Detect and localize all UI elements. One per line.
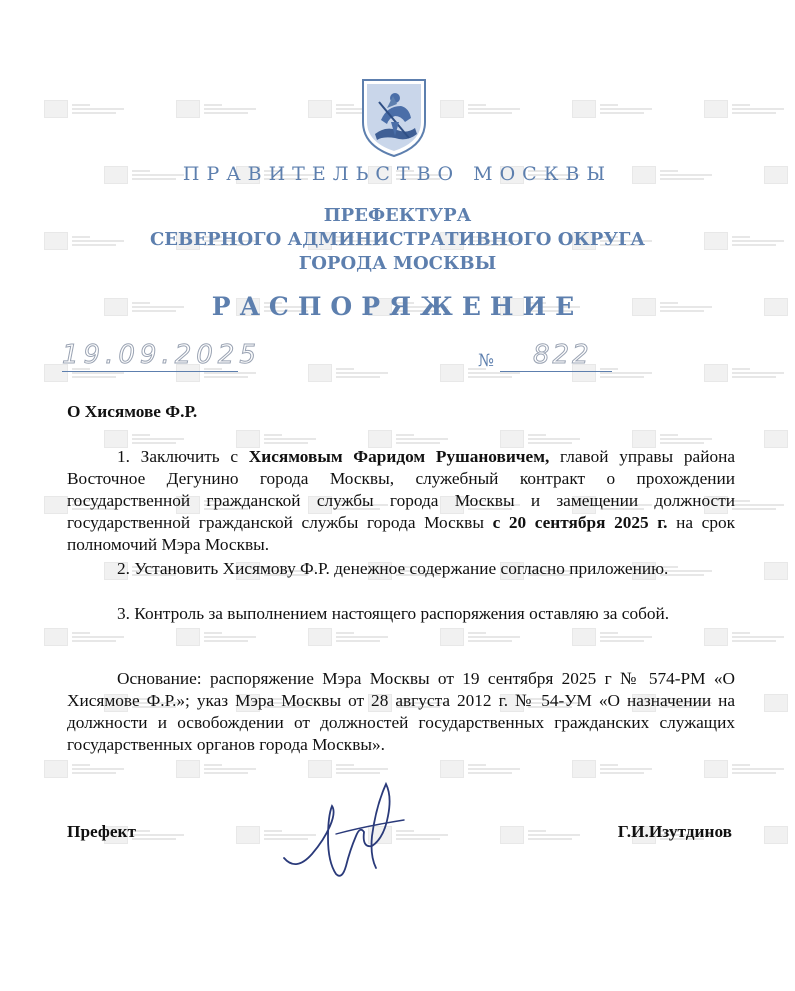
watermark-line: [468, 372, 520, 374]
watermark-line: [468, 108, 520, 110]
watermark-lines: [336, 368, 388, 378]
watermark-emblem: [308, 628, 332, 646]
watermark-line: [204, 104, 222, 106]
watermark-line: [204, 376, 248, 378]
watermark-tile: [44, 628, 124, 646]
watermark-lines: [204, 764, 256, 774]
watermark-line: [732, 504, 784, 506]
watermark-line: [396, 434, 414, 436]
watermark-line: [72, 632, 90, 634]
watermark-tile: [572, 100, 652, 118]
signatory-name: Г.И.Изутдинов: [617, 822, 732, 841]
watermark-line: [528, 838, 572, 840]
watermark-line: [396, 442, 440, 444]
paragraph-1-middle: главой управы района Восточное Дегунино города Москвы, служебный контракт о прохождении государственной гражданской службы города Москвы и замещении должности государственной гражданской службы города Москвы: [67, 447, 736, 532]
watermark-line: [204, 372, 256, 374]
watermark-emblem: [500, 826, 524, 844]
watermark-line: [600, 112, 644, 114]
document-number: 822: [533, 340, 592, 370]
watermark-line: [204, 772, 248, 774]
watermark-line: [468, 104, 486, 106]
watermark-emblem: [764, 430, 788, 448]
watermark-emblem: [236, 826, 260, 844]
watermark-lines: [72, 764, 124, 774]
watermark-line: [336, 764, 354, 766]
watermark-emblem: [308, 100, 332, 118]
watermark-tile: [704, 628, 784, 646]
employee-name: Хисямовым Фаридом Рушановичем,: [248, 447, 550, 466]
watermark-line: [132, 438, 184, 440]
watermark-lines: [468, 632, 520, 642]
watermark-line: [468, 112, 512, 114]
watermark-line: [264, 442, 308, 444]
watermark-line: [468, 640, 512, 642]
watermark-lines: [264, 434, 316, 444]
watermark-lines: [396, 434, 448, 444]
document-type: РАСПОРЯЖЕНИЕ: [211, 292, 584, 321]
watermark-line: [72, 636, 124, 638]
watermark-line: [732, 108, 784, 110]
watermark-emblem: [764, 694, 788, 712]
watermark-tile: [440, 100, 520, 118]
watermark-emblem: [44, 496, 68, 514]
watermark-line: [600, 368, 618, 370]
watermark-emblem: [440, 364, 464, 382]
watermark-lines: [732, 632, 784, 642]
watermark-line: [732, 772, 776, 774]
watermark-line: [528, 434, 546, 436]
watermark-line: [72, 112, 116, 114]
watermark-lines: [132, 830, 184, 840]
watermark-line: [528, 442, 572, 444]
watermark-tile: [572, 760, 652, 778]
watermark-tile: [764, 430, 788, 448]
watermark-lines: [336, 632, 388, 642]
watermark-emblem: [176, 628, 200, 646]
watermark-lines: [732, 368, 784, 378]
watermark-emblem: [572, 760, 596, 778]
watermark-emblem: [44, 760, 68, 778]
watermark-line: [204, 112, 248, 114]
prefecture-line: ГОРОДА МОСКВЫ: [298, 253, 497, 274]
watermark-line: [528, 834, 580, 836]
watermark-line: [600, 632, 618, 634]
watermark-line: [72, 764, 90, 766]
watermark-line: [204, 764, 222, 766]
watermark-lines: [132, 434, 184, 444]
watermark-line: [336, 376, 380, 378]
paragraph-3: 3. Контроль за выполнением настоящего распоряжения оставляю за собой.: [117, 604, 670, 623]
watermark-line: [132, 834, 184, 836]
watermark-emblem: [176, 760, 200, 778]
watermark-lines: [600, 368, 652, 378]
watermark-line: [732, 768, 784, 770]
number-line: [500, 371, 612, 372]
government-name: ПРАВИТЕЛЬСТВО МОСКВЫ: [182, 163, 613, 185]
watermark-line: [72, 372, 124, 374]
number-sign: №: [478, 351, 495, 371]
watermark-lines: [72, 632, 124, 642]
watermark-line: [600, 772, 644, 774]
start-date: с 20 сентября 2025 г.: [492, 513, 668, 532]
watermark-tile: [704, 364, 784, 382]
watermark-line: [336, 636, 388, 638]
watermark-line: [732, 764, 750, 766]
watermark-lines: [732, 104, 784, 114]
watermark-line: [468, 376, 512, 378]
prefecture-line: СЕВЕРНОГО АДМИНИСТРАТИВНОГО ОКРУГА: [149, 229, 646, 250]
watermark-line: [336, 640, 380, 642]
watermark-emblem: [440, 100, 464, 118]
watermark-lines: [600, 104, 652, 114]
document-date: 19.09.2025: [62, 340, 261, 370]
watermark-line: [600, 764, 618, 766]
watermark-line: [264, 438, 316, 440]
watermark-line: [660, 442, 704, 444]
watermark-line: [660, 438, 712, 440]
watermark-line: [204, 640, 248, 642]
watermark-line: [396, 438, 448, 440]
watermark-line: [72, 104, 90, 106]
watermark-line: [600, 640, 644, 642]
watermark-line: [732, 376, 776, 378]
watermark-line: [72, 768, 124, 770]
watermark-lines: [660, 434, 712, 444]
watermark-emblem: [764, 562, 788, 580]
watermark-emblem: [704, 100, 728, 118]
watermark-line: [72, 376, 116, 378]
watermark-emblem: [704, 760, 728, 778]
watermark-line: [732, 640, 776, 642]
watermark-line: [336, 772, 380, 774]
watermark-emblem: [44, 100, 68, 118]
watermark-tile: [308, 364, 388, 382]
watermark-line: [264, 434, 282, 436]
watermark-line: [732, 372, 784, 374]
watermark-line: [600, 372, 652, 374]
signatory-title: Префект: [67, 822, 137, 841]
watermark-lines: [732, 500, 784, 510]
watermark-tile: [44, 760, 124, 778]
watermark-tile: [704, 760, 784, 778]
watermark-emblem: [440, 628, 464, 646]
watermark-line: [204, 636, 256, 638]
watermark-line: [468, 768, 520, 770]
watermark-line: [72, 640, 116, 642]
watermark-line: [600, 104, 618, 106]
watermark-line: [600, 108, 652, 110]
watermark-emblem: [704, 628, 728, 646]
watermark-lines: [468, 104, 520, 114]
watermark-line: [204, 108, 256, 110]
watermark-line: [204, 768, 256, 770]
watermark-line: [204, 632, 222, 634]
watermark-line: [732, 632, 750, 634]
moscow-coat-of-arms-icon: [357, 76, 431, 158]
watermark-lines: [336, 764, 388, 774]
watermark-lines: [732, 764, 784, 774]
watermark-line: [336, 632, 354, 634]
watermark-tile: [308, 628, 388, 646]
watermark-emblem: [176, 100, 200, 118]
watermark-line: [732, 368, 750, 370]
watermark-tile: [176, 100, 256, 118]
watermark-line: [468, 636, 520, 638]
watermark-line: [132, 442, 176, 444]
watermark-tile: [572, 628, 652, 646]
watermark-lines: [204, 104, 256, 114]
watermark-lines: [204, 632, 256, 642]
watermark-line: [732, 112, 776, 114]
paragraph-2: 2. Установить Хисямову Ф.Р. денежное содержание согласно приложению.: [117, 559, 669, 578]
watermark-line: [468, 764, 486, 766]
watermark-line: [132, 434, 150, 436]
watermark-emblem: [308, 364, 332, 382]
watermark-line: [732, 508, 776, 510]
watermark-line: [528, 830, 546, 832]
watermark-lines: [72, 104, 124, 114]
watermark-emblem: [440, 760, 464, 778]
paragraph-1-start: 1. Заключить с: [117, 447, 249, 466]
watermark-emblem: [44, 628, 68, 646]
watermark-tile: [176, 760, 256, 778]
handwritten-signature-icon: [276, 776, 426, 891]
watermark-tile: [500, 826, 580, 844]
watermark-line: [468, 632, 486, 634]
watermark-line: [732, 636, 784, 638]
paragraph-1-end: на срок полномочий Мэра Москвы.: [67, 513, 735, 554]
watermark-tile: [440, 760, 520, 778]
watermark-lines: [528, 830, 580, 840]
watermark-tile: [764, 694, 788, 712]
watermark-line: [600, 636, 652, 638]
document-subject: О Хисямове Ф.Р.: [67, 402, 198, 421]
watermark-tile: [176, 628, 256, 646]
watermark-tile: [764, 562, 788, 580]
watermark-line: [72, 772, 116, 774]
watermark-line: [336, 372, 388, 374]
prefecture-name: [0, 204, 795, 276]
watermark-lines: [528, 434, 580, 444]
watermark-tile: [764, 826, 788, 844]
watermark-emblem: [764, 826, 788, 844]
basis-paragraph: Основание: распоряжение Мэра Москвы от 19 сентября 2025 г № 574-РМ «О Хисямове Ф.Р.»; указ Мэра Москвы от 28 августа 2012 г. № 54-УМ «О назначении на должности и освобождении от должностей государственных гражданских служащих государственных органов города Москвы».: [67, 669, 735, 754]
watermark-line: [72, 108, 124, 110]
watermark-line: [468, 772, 512, 774]
watermark-line: [336, 104, 354, 106]
watermark-lines: [600, 764, 652, 774]
watermark-line: [660, 434, 678, 436]
watermark-line: [600, 376, 644, 378]
watermark-lines: [600, 632, 652, 642]
watermark-line: [336, 368, 354, 370]
watermark-emblem: [572, 100, 596, 118]
watermark-line: [600, 768, 652, 770]
watermark-line: [336, 768, 388, 770]
paragraph-1: [67, 446, 735, 556]
watermark-tile: [704, 100, 784, 118]
watermark-emblem: [704, 364, 728, 382]
watermark-tile: [44, 100, 124, 118]
date-line: [62, 371, 238, 372]
watermark-line: [528, 438, 580, 440]
prefecture-line: ПРЕФЕКТУРА: [323, 205, 472, 226]
watermark-tile: [440, 628, 520, 646]
watermark-lines: [468, 764, 520, 774]
watermark-line: [732, 104, 750, 106]
watermark-emblem: [572, 628, 596, 646]
watermark-line: [132, 838, 176, 840]
